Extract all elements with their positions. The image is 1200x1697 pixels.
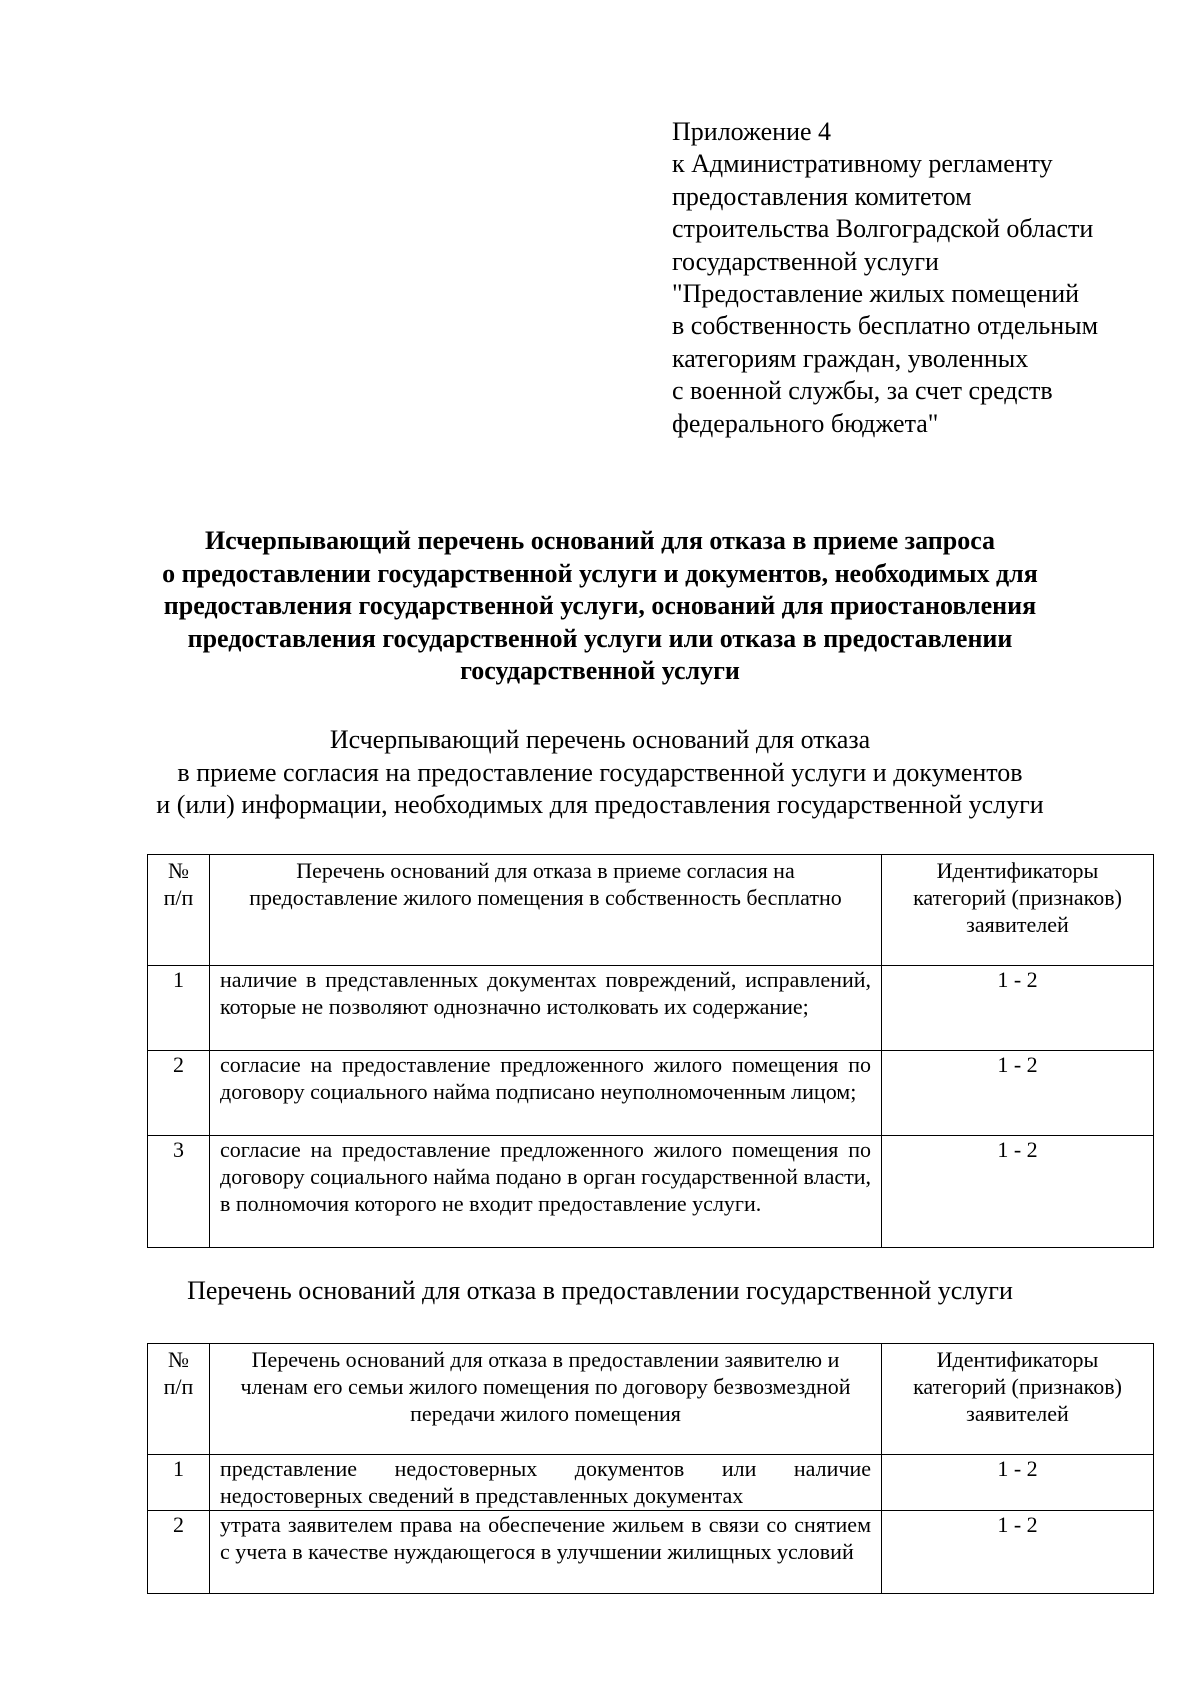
section2-title: Перечень оснований для отказа в предоставлении государственной услуги [187, 1276, 1013, 1305]
row-number: 1 [148, 966, 210, 1051]
table-row [148, 1511, 1154, 1594]
main-title-line: Исчерпывающий перечень оснований для отказа в приеме запроса [204, 526, 996, 555]
row-grounds: согласие на предоставление предложенного жилого помещения по договору социального найма подано в орган государственной власти, в полномочия которого не входит предоставление услуги. [210, 1136, 882, 1248]
header-grounds: Перечень оснований для отказа в приеме согласия на предоставление жилого помещения в собственность бесплатно [210, 855, 882, 966]
appendix-line: в собственность бесплатно отдельным [672, 311, 1099, 341]
appendix-line: "Предоставление жилых помещений [672, 279, 1080, 309]
header-num: № п/п [148, 1344, 210, 1455]
appendix-line: с военной службы, за счет средств [672, 376, 1053, 406]
section1-title-line: в приеме согласия на предоставление государственной услуги и документов [177, 757, 1023, 787]
main-title [100, 525, 1100, 688]
table-row [148, 1136, 1154, 1248]
main-title-line: о предоставлении государственной услуги и документов, необходимых для [162, 558, 1038, 588]
appendix-line: Приложение 4 [672, 117, 832, 146]
table-header-row [148, 855, 1154, 966]
appendix-line: предоставления комитетом [672, 181, 972, 211]
section1-title-line: и (или) информации, необходимых для предоставления государственной услуги [156, 790, 1044, 819]
appendix-line: государственной услуги [672, 246, 939, 276]
refusal-acceptance-table [147, 854, 1154, 1248]
section1-title-line: Исчерпывающий перечень оснований для отказа [329, 725, 871, 754]
row-grounds: наличие в представленных документах повреждений, исправлений, которые не позволяют однозначно истолковать их содержание; [210, 966, 882, 1051]
appendix-line: категориям граждан, уволенных [672, 343, 1029, 373]
table-header-row [148, 1344, 1154, 1455]
row-grounds: представление недостоверных документов или наличие недостоверных сведений в представленных документах [210, 1455, 882, 1511]
row-number: 1 [148, 1455, 210, 1511]
section1-title [100, 724, 1100, 822]
row-number: 2 [148, 1511, 210, 1594]
table-row [148, 1455, 1154, 1511]
refusal-service-table [147, 1343, 1154, 1594]
row-identifiers: 1 - 2 [882, 1051, 1154, 1136]
appendix-line: к Административному регламенту [672, 149, 1053, 179]
row-number: 2 [148, 1051, 210, 1136]
row-number: 3 [148, 1136, 210, 1248]
row-grounds: утрата заявителем права на обеспечение жильем в связи со снятием с учета в качестве нуждающегося в улучшении жилищных условий [210, 1511, 882, 1594]
row-grounds: согласие на предоставление предложенного жилого помещения по договору социального найма подписано неуполномоченным лицом; [210, 1051, 882, 1136]
table-row [148, 966, 1154, 1051]
header-num: № п/п [148, 855, 210, 966]
appendix-line: федерального бюджета" [672, 408, 939, 438]
header-identifiers: Идентификаторы категорий (признаков) заявителей [882, 855, 1154, 966]
appendix-block [672, 116, 1172, 440]
row-identifiers: 1 - 2 [882, 966, 1154, 1051]
header-identifiers: Идентификаторы категорий (признаков) заявителей [882, 1344, 1154, 1455]
main-title-line: предоставления государственной услуги или отказа в предоставлении [187, 623, 1013, 653]
table-row [148, 1051, 1154, 1136]
main-title-line: государственной услуги [460, 656, 740, 685]
appendix-line: строительства Волгоградской области [672, 214, 1094, 244]
main-title-line: предоставления государственной услуги, оснований для приостановления [163, 591, 1037, 620]
row-identifiers: 1 - 2 [882, 1455, 1154, 1511]
row-identifiers: 1 - 2 [882, 1136, 1154, 1248]
row-identifiers: 1 - 2 [882, 1511, 1154, 1594]
header-grounds: Перечень оснований для отказа в предоставлении заявителю и членам его семьи жилого помещения по договору безвозмездной передачи жилого помещения [210, 1344, 882, 1455]
